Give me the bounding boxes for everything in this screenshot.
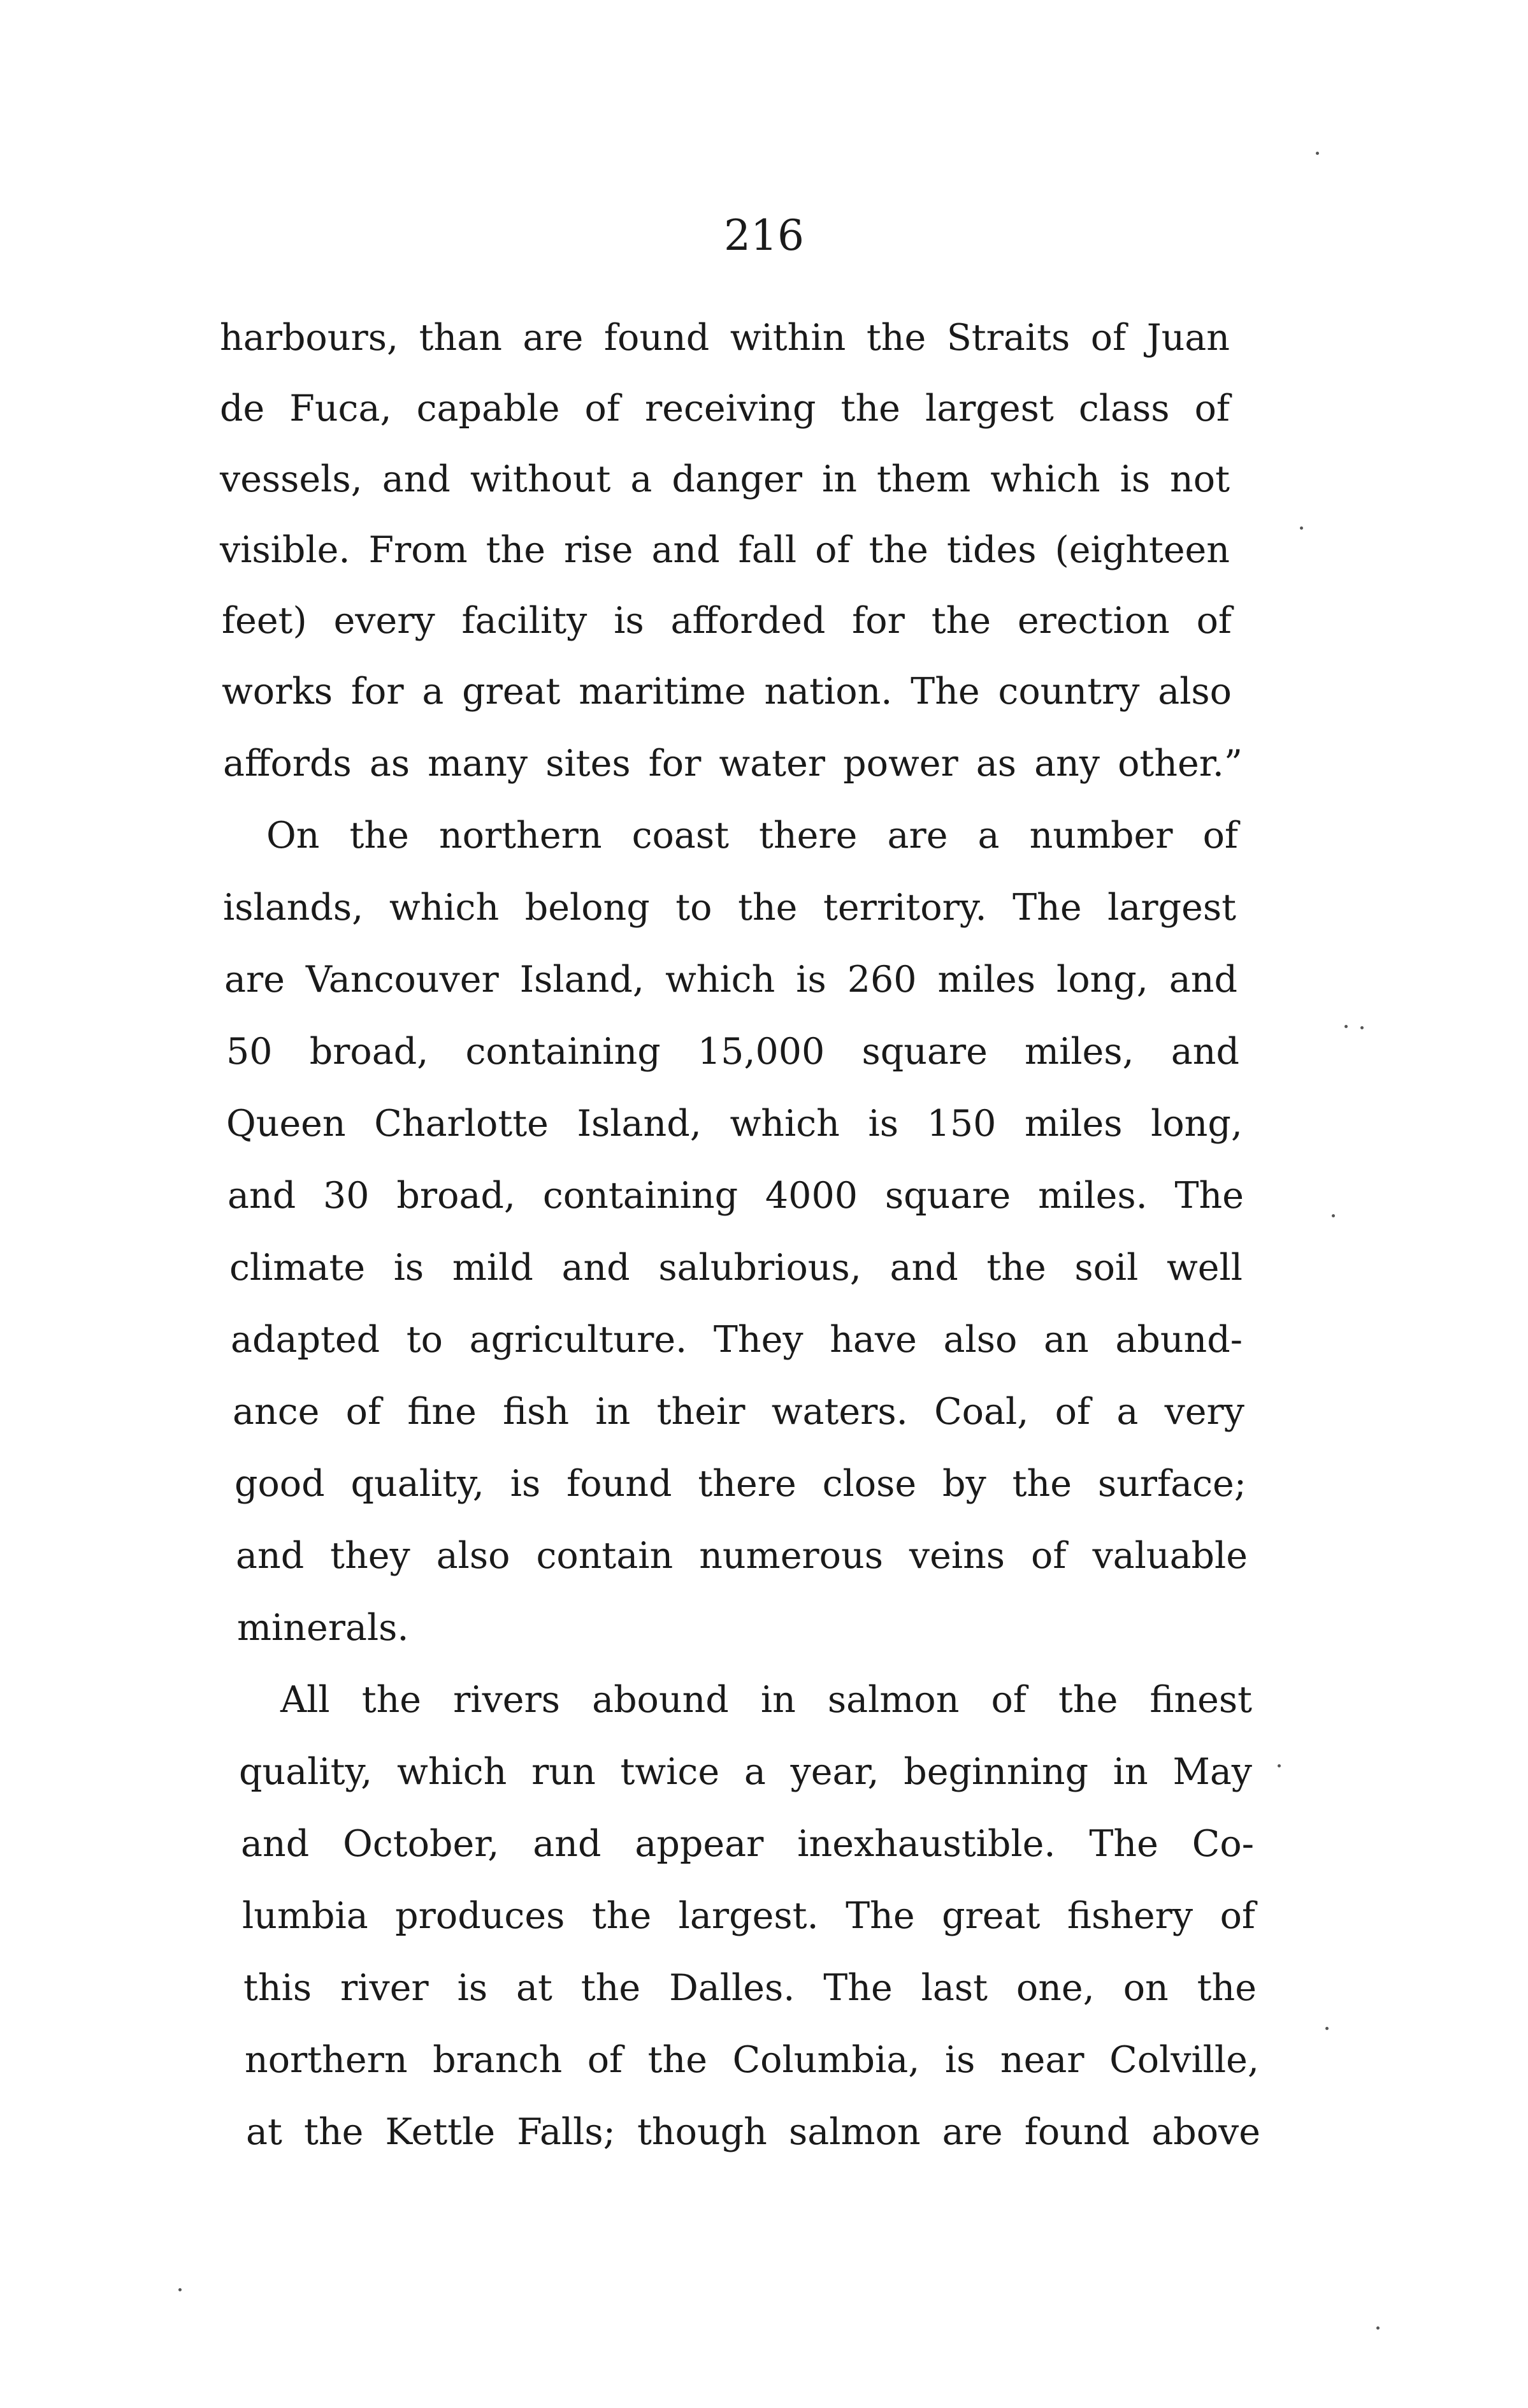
paper-speck (1376, 2326, 1380, 2330)
text-line: 50 broad, containing 15,000 square miles, and (226, 1031, 1239, 1073)
text-line: feet) every facility is afforded for the erection of (222, 600, 1232, 642)
text-line: minerals. (237, 1607, 409, 1649)
text-line: climate is mild and salubrious, and the soil well (229, 1247, 1243, 1289)
paper-speck (178, 2288, 182, 2291)
text-line: and October, and appear inexhaustible. The Co- (241, 1823, 1254, 1865)
paper-speck (1360, 1026, 1364, 1029)
text-line: quality, which run twice a year, beginning in May (239, 1751, 1252, 1793)
page-number: 216 (724, 211, 804, 260)
text-line: and 30 broad, containing 4000 square miles. The (227, 1175, 1244, 1217)
text-line: are Vancouver Island, which is 260 miles long, and (224, 959, 1237, 1001)
text-line: visible. From the rise and fall of the tides (eighteen (220, 529, 1230, 571)
text-line: good quality, is found there close by the surface; (234, 1463, 1246, 1505)
text-line: vessels, and without a danger in them which is not (220, 458, 1230, 500)
paper-speck (1325, 2027, 1329, 2030)
paper-speck (1278, 1764, 1281, 1767)
text-line: lumbia produces the largest. The great fishery of (242, 1895, 1255, 1937)
paper-speck (1316, 152, 1319, 155)
paper-speck (1344, 1025, 1348, 1028)
paper-speck (1300, 526, 1303, 530)
text-line: ance of fine fish in their waters. Coal, of a very (233, 1391, 1244, 1433)
paper-speck (1332, 1214, 1335, 1217)
text-line: works for a great maritime nation. The country also (222, 671, 1232, 713)
text-line: and they also contain numerous veins of valuable (236, 1535, 1248, 1577)
text-line: harbours, than are found within the Straits of Juan (220, 317, 1230, 359)
text-line: this river is at the Dalles. The last one, on the (243, 1967, 1257, 2009)
text-line: islands, which belong to the territory. The largest (223, 887, 1236, 929)
text-line: at the Kettle Falls; though salmon are found above (246, 2111, 1260, 2153)
text-line: Queen Charlotte Island, which is 150 miles long, (226, 1103, 1243, 1145)
text-line: All the rivers abound in salmon of the finest (280, 1679, 1252, 1721)
text-line: On the northern coast there are a number of (266, 815, 1238, 857)
text-line: affords as many sites for water power as any other.” (223, 743, 1243, 785)
text-line: de Fuca, capable of receiving the largest class of (220, 388, 1230, 430)
text-line: adapted to agriculture. They have also an abund- (231, 1319, 1243, 1361)
text-line: northern branch of the Columbia, is near Colville, (245, 2039, 1259, 2081)
